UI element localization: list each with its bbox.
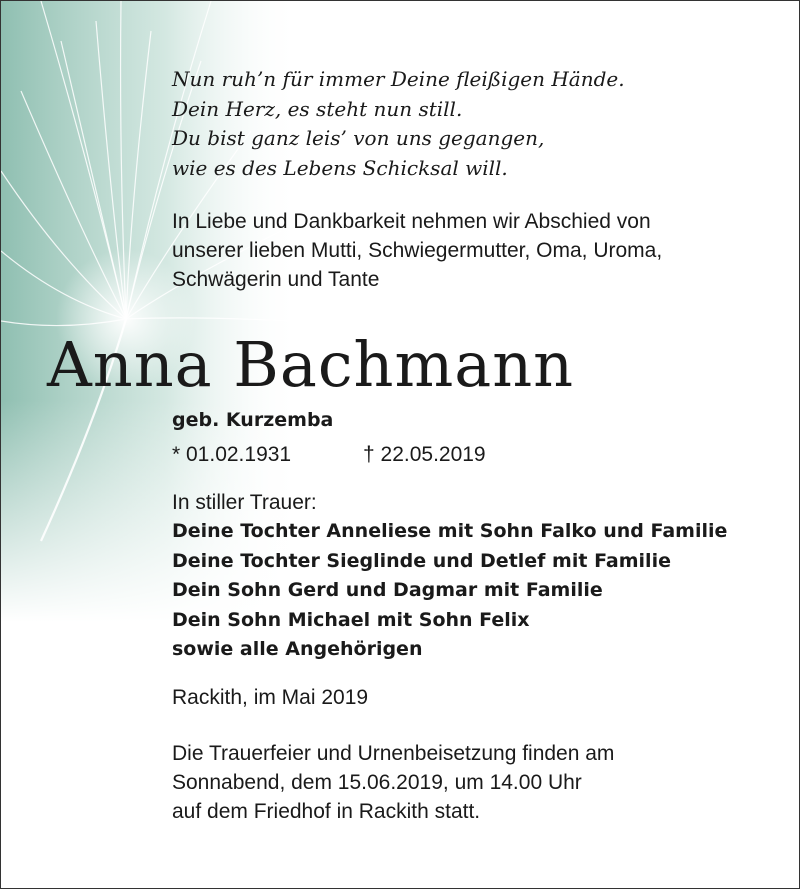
- place-and-date: Rackith, im Mai 2019: [172, 686, 369, 709]
- intro-line: Schwägerin und Tante: [172, 268, 380, 291]
- intro-line: In Liebe und Dankbarkeit nehmen wir Abschied von: [172, 210, 651, 233]
- poem-line: wie es des Lebens Schicksal will.: [172, 155, 508, 180]
- mourner-entry: Dein Sohn Gerd und Dagmar mit Familie: [172, 579, 603, 601]
- funeral-line: auf dem Friedhof in Rackith statt.: [172, 800, 481, 823]
- life-dates: [172, 443, 486, 467]
- intro-line: unserer lieben Mutti, Schwiegermutter, Oma, Uroma,: [172, 239, 663, 262]
- mourner-entry: Deine Tochter Anneliese mit Sohn Falko und Familie: [172, 520, 728, 542]
- death-date: † 22.05.2019: [363, 443, 486, 466]
- mourners-label: In stiller Trauer:: [172, 491, 317, 514]
- mourner-entry: sowie alle Angehörigen: [172, 638, 423, 660]
- farewell-intro: [172, 207, 662, 294]
- obituary-content: [1, 1, 799, 888]
- memorial-poem: [172, 65, 625, 183]
- poem-line: Dein Herz, es steht nun still.: [172, 96, 463, 121]
- mourners-list: [172, 517, 727, 665]
- mourner-entry: Deine Tochter Sieglinde und Detlef mit Familie: [172, 549, 671, 572]
- deceased-name: Anna Bachmann: [47, 328, 575, 401]
- funeral-info: [172, 739, 614, 826]
- funeral-line: Die Trauerfeier und Urnenbeisetzung finden am: [172, 742, 615, 765]
- funeral-line: Sonnabend, dem 15.06.2019, um 14.00 Uhr: [172, 771, 582, 794]
- poem-line: Nun ruh’n für immer Deine fleißigen Hände.: [172, 67, 625, 91]
- maiden-name: geb. Kurzemba: [172, 409, 334, 431]
- poem-line: Du bist ganz leis’ von uns gegangen,: [172, 126, 545, 150]
- mourner-entry: Dein Sohn Michael mit Sohn Felix: [172, 608, 530, 631]
- birth-date: * 01.02.1931: [172, 443, 292, 466]
